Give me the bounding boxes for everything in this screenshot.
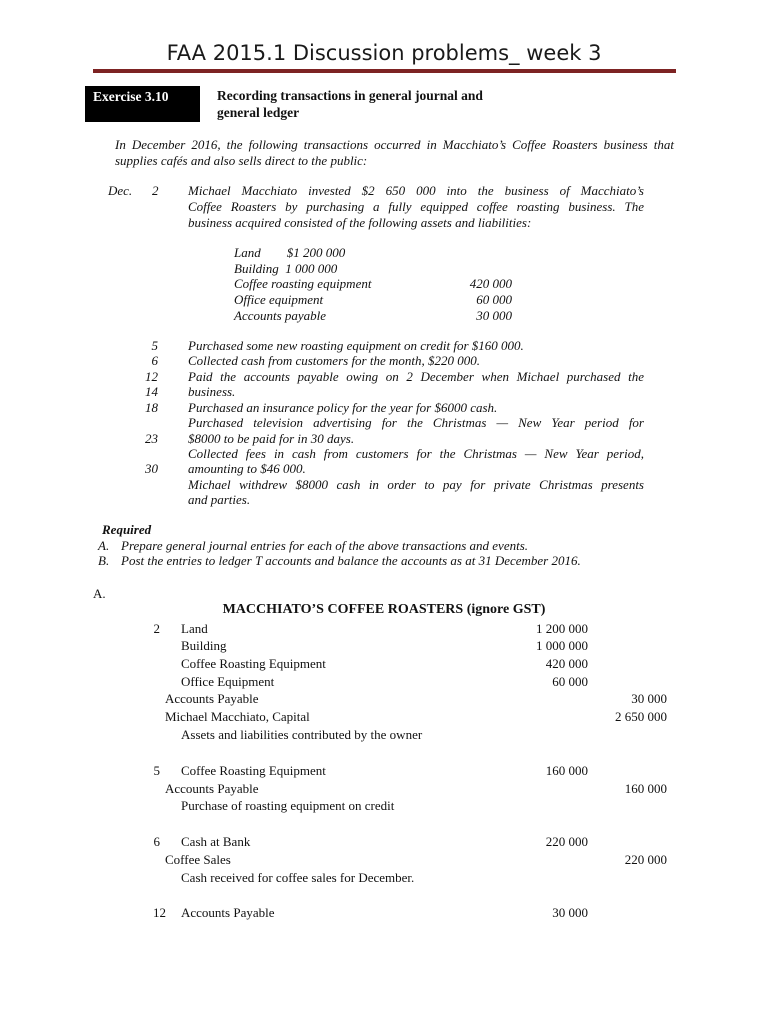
asset-amount: 420 000	[469, 276, 512, 291]
transaction-month: Dec.	[108, 183, 133, 198]
journal-account: Cash at Bank	[181, 834, 251, 849]
transaction-text: Michael withdrew $8000 cash in order to pay for private Christmas presents	[188, 477, 644, 492]
asset-label: Office equipment	[234, 292, 324, 307]
journal-debit: 60 000	[552, 674, 588, 689]
transaction-day: 23	[145, 431, 158, 446]
journal-date: 12	[153, 905, 166, 920]
transaction-text: amounting to $46 000.	[188, 461, 306, 476]
transaction-day: 12	[145, 369, 158, 384]
journal-credit: 220 000	[624, 852, 667, 867]
asset-label: Building 1 000 000	[234, 261, 338, 276]
journal-date: 6	[153, 834, 160, 849]
journal-date: 2	[153, 621, 160, 636]
required-letter: A.	[98, 538, 110, 553]
transaction-day: 5	[151, 338, 158, 353]
journal-debit: 30 000	[552, 905, 588, 920]
transaction-text: Purchased some new roasting equipment on credit for $160 000.	[188, 338, 524, 353]
transaction-text: Purchased an insurance policy for the year for $6000 cash.	[188, 400, 498, 415]
journal-account: Land	[181, 621, 208, 636]
transaction-text: Paid the accounts payable owing on 2 December when Michael purchased the	[188, 369, 644, 384]
journal-title: MACCHIATO’S COFFEE ROASTERS (ignore GST)	[222, 602, 546, 617]
title-divider	[93, 69, 676, 73]
journal-credit: 30 000	[631, 691, 667, 706]
transaction-text: business acquired consisted of the following assets and liabilities:	[188, 215, 532, 230]
transaction-day: 2	[152, 183, 159, 198]
transaction-text: Collected fees in cash from customers for the Christmas — New Year period,	[188, 446, 644, 461]
asset-label: Land $1 200 000	[234, 245, 346, 260]
journal-credit: 2 650 000	[615, 709, 667, 724]
journal-account: Office Equipment	[181, 674, 275, 689]
intro-text: In December 2016, the following transactions occurred in Macchiato’s Coffee Roasters business that	[115, 137, 674, 152]
journal-debit: 420 000	[545, 656, 588, 671]
journal-account: Coffee Roasting Equipment	[181, 656, 326, 671]
transaction-day: 30	[145, 461, 158, 476]
journal-debit: 1 000 000	[536, 638, 588, 653]
transaction-text: Coffee Roasters by purchasing a fully equipped coffee roasting business. The	[188, 199, 644, 214]
journal-credit: 160 000	[624, 781, 667, 796]
answer-label: A.	[93, 586, 106, 601]
journal-account: Accounts Payable	[181, 905, 275, 920]
asset-label: Accounts payable	[234, 308, 327, 323]
intro-text-continued: supplies cafés and also sells direct to the public:	[115, 153, 368, 168]
journal-debit: 160 000	[545, 763, 588, 778]
journal-debit: 220 000	[545, 834, 588, 849]
transaction-text: business.	[188, 384, 236, 399]
exercise-title: Recording transactions in general journal and	[217, 88, 483, 103]
asset-label: Coffee roasting equipment	[234, 276, 372, 291]
transaction-text: Purchased television advertising for the Christmas — New Year period for	[188, 415, 644, 430]
journal-date: 5	[153, 763, 160, 778]
transaction-text: $8000 to be paid for in 30 days.	[188, 431, 355, 446]
journal-account: Coffee Sales	[165, 852, 231, 867]
transaction-text: Collected cash from customers for the month, $220 000.	[188, 353, 480, 368]
required-item: Prepare general journal entries for each of the above transactions and events.	[121, 538, 529, 553]
journal-account: Michael Macchiato, Capital	[165, 709, 310, 724]
asset-amount: 30 000	[476, 308, 512, 323]
journal-account: Accounts Payable	[165, 781, 259, 796]
journal-account: Building	[181, 638, 227, 653]
required-item: Post the entries to ledger T accounts and balance the accounts as at 31 December 2016.	[121, 553, 581, 568]
journal-narration: Cash received for coffee sales for December.	[181, 870, 415, 885]
asset-amount: 60 000	[476, 292, 512, 307]
exercise-badge: Exercise 3.10	[85, 86, 200, 122]
exercise-title-continued: general ledger	[217, 105, 300, 120]
required-letter: B.	[98, 553, 110, 568]
journal-debit: 1 200 000	[536, 621, 588, 636]
transaction-text: and parties.	[188, 492, 251, 507]
required-heading: Required	[102, 522, 152, 537]
journal-account: Coffee Roasting Equipment	[181, 763, 326, 778]
transaction-day: 6	[151, 353, 158, 368]
journal-narration: Purchase of roasting equipment on credit	[181, 798, 395, 813]
transaction-day: 18	[145, 400, 158, 415]
journal-narration: Assets and liabilities contributed by the owner	[181, 727, 423, 742]
page-title: FAA 2015.1 Discussion problems_ week 3	[166, 41, 602, 65]
transaction-text: Michael Macchiato invested $2 650 000 into the business of Macchiato’s	[188, 183, 644, 198]
transaction-day: 14	[145, 384, 158, 399]
journal-account: Accounts Payable	[165, 691, 259, 706]
